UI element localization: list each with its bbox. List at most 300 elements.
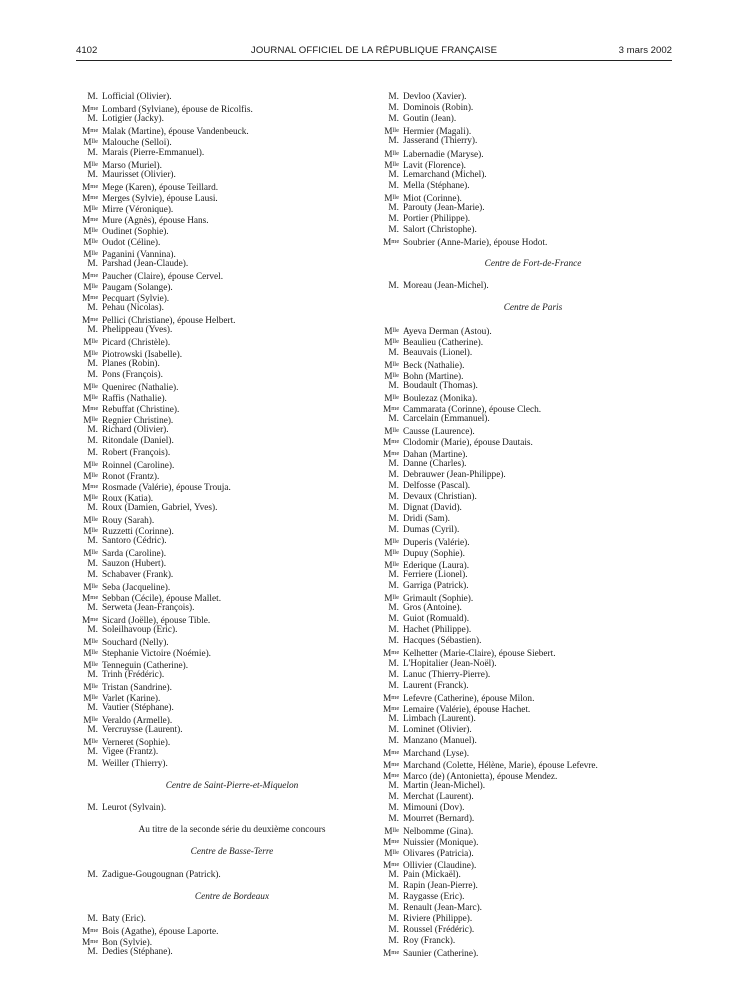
civility-title	[383, 170, 399, 181]
spacer	[82, 903, 382, 914]
civility-prefix: M.	[388, 114, 399, 125]
civility-superscript: me	[391, 438, 400, 446]
civility-superscript: lle	[91, 338, 98, 346]
civility-prefix: M.	[87, 703, 98, 714]
civility-title	[383, 792, 399, 803]
candidate-name: Picard (Christèle).	[102, 338, 171, 349]
right-column	[383, 92, 683, 959]
civility-prefix: M	[82, 193, 91, 204]
list-item	[82, 559, 382, 570]
civility-title	[82, 725, 98, 736]
civility-prefix: M	[82, 938, 91, 949]
candidate-name: Oudinet (Sophie).	[102, 227, 169, 238]
list-item	[383, 936, 683, 947]
candidate-name: Ronot (Frantz).	[102, 471, 160, 482]
spacer	[82, 814, 382, 825]
civility-prefix: M.	[388, 569, 399, 580]
civility-superscript: lle	[392, 427, 399, 435]
civility-title	[383, 947, 399, 960]
spacer	[82, 792, 382, 803]
list-item	[383, 859, 683, 870]
spacer	[82, 836, 382, 847]
list-item	[383, 103, 683, 114]
list-item	[383, 481, 683, 492]
civility-prefix: M.	[87, 803, 98, 813]
list-item	[383, 492, 683, 503]
civility-superscript: me	[391, 405, 400, 413]
centre-heading: Centre de Basse-Terre	[190, 847, 274, 858]
list-item	[383, 836, 683, 847]
civility-title	[82, 759, 98, 770]
list-item	[383, 159, 683, 170]
civility-prefix: M	[383, 405, 392, 416]
candidate-name: Delfosse (Pascal).	[403, 480, 471, 491]
candidate-name: Goutin (Jean).	[403, 114, 457, 125]
list-item	[82, 381, 382, 392]
candidate-name: Phelippeau (Yves).	[102, 325, 173, 336]
centre-heading: Centre de Fort-de-France	[484, 258, 582, 269]
civility-prefix: M	[83, 249, 92, 260]
candidate-name: Merchat (Laurent).	[403, 791, 474, 802]
candidate-name: Danne (Charles).	[403, 458, 467, 469]
list-item	[383, 870, 683, 881]
candidate-name: Paugam (Solange).	[102, 282, 173, 293]
civility-prefix: M	[83, 516, 92, 527]
list-item	[383, 459, 683, 470]
list-item	[82, 225, 382, 236]
list-item	[82, 159, 382, 170]
list-item	[82, 547, 382, 558]
list-item	[82, 370, 382, 381]
civility-superscript: me	[90, 182, 99, 190]
civility-prefix: M	[83, 338, 92, 349]
civility-title	[383, 492, 399, 503]
candidate-name: Beaulieu (Catherine).	[403, 338, 484, 349]
civility-title	[383, 459, 399, 470]
candidate-name: Olivares (Patricia).	[403, 849, 474, 860]
civility-superscript: me	[90, 482, 99, 490]
civility-prefix: M.	[388, 936, 399, 947]
list-item	[82, 403, 382, 414]
list-item	[82, 536, 382, 547]
list-item	[383, 214, 683, 225]
candidate-name: Raygasse (Eric).	[403, 891, 465, 902]
civility-title	[383, 114, 399, 125]
list-item	[383, 381, 683, 392]
list-item	[82, 359, 382, 370]
candidate-name: Schabaver (Frank).	[102, 569, 174, 580]
civility-superscript: lle	[91, 282, 98, 290]
candidate-name: Cammarata (Corinne), épouse Clech.	[403, 405, 542, 416]
civility-prefix: M.	[388, 725, 399, 736]
civility-prefix: M	[83, 471, 92, 482]
candidate-name: Stephanie Victoire (Noémie).	[102, 649, 211, 660]
spacer	[82, 881, 382, 892]
civility-prefix: M.	[388, 480, 399, 491]
candidate-name: Marais (Pierre-Emmanuel).	[102, 147, 205, 158]
candidate-name: Oudot (Céline).	[102, 238, 161, 249]
civility-superscript: lle	[392, 360, 399, 368]
candidate-name: Santoro (Cédric).	[102, 536, 167, 547]
list-item	[383, 914, 683, 925]
list-item	[82, 203, 382, 214]
civility-superscript: lle	[91, 716, 98, 724]
civility-superscript: me	[391, 238, 400, 246]
candidate-name: Marso (Muriel).	[102, 160, 162, 171]
candidate-name: Pellici (Christiane), épouse Helbert.	[102, 316, 236, 327]
centre-heading: Centre de Bordeaux	[194, 891, 270, 902]
civility-superscript: me	[90, 405, 99, 413]
centre-heading: Centre de Paris	[503, 303, 563, 314]
candidate-name: Hermier (Magali).	[403, 127, 472, 138]
candidate-name: Mure (Agnès), épouse Hans.	[102, 216, 209, 227]
civility-superscript: lle	[91, 493, 98, 501]
civility-prefix: M	[83, 649, 92, 660]
civility-title	[383, 625, 399, 636]
civility-title	[383, 414, 399, 425]
list-item	[82, 647, 382, 658]
civility-title	[383, 714, 399, 725]
civility-prefix: M	[384, 327, 393, 338]
candidate-name: Sicard (Joëlle), épouse Tible.	[102, 616, 211, 627]
civility-superscript: lle	[91, 638, 98, 646]
list-item	[383, 525, 683, 536]
list-item	[82, 870, 382, 881]
civility-prefix: M	[83, 138, 92, 149]
candidate-name: Mimouni (Dov).	[403, 803, 465, 813]
candidate-name: Piotrowski (Isabelle).	[102, 349, 183, 360]
candidate-name: Causse (Laurence).	[403, 427, 475, 438]
civility-prefix: M.	[388, 469, 399, 480]
list-item	[82, 736, 382, 747]
civility-title	[383, 636, 399, 647]
civility-prefix: M.	[87, 758, 98, 769]
page-header	[76, 45, 672, 59]
candidate-name: Boulezaz (Monika).	[403, 393, 478, 404]
candidate-name: Marco (de) (Antonietta), épouse Mendez.	[403, 771, 558, 782]
list-item	[82, 281, 382, 292]
civility-prefix: M.	[388, 925, 399, 936]
civility-prefix: M	[83, 660, 92, 671]
civility-superscript: lle	[91, 527, 98, 535]
civility-title	[383, 470, 399, 481]
civility-superscript: me	[391, 749, 400, 757]
candidate-name: Bois (Agathe), épouse Laporte.	[102, 927, 219, 938]
list-item	[82, 692, 382, 703]
civility-title	[383, 892, 399, 903]
civility-prefix: M	[383, 449, 392, 460]
candidate-name: Beauvais (Lionel).	[403, 347, 473, 358]
list-item	[82, 714, 382, 725]
civility-prefix: M	[384, 338, 393, 349]
civility-title	[82, 559, 98, 570]
list-item	[383, 359, 683, 370]
list-item	[383, 336, 683, 347]
civility-prefix: M.	[388, 614, 399, 625]
spacer	[383, 248, 683, 259]
candidate-name: Mege (Karen), épouse Teillard.	[102, 182, 219, 193]
list-item	[383, 692, 683, 703]
list-item	[82, 681, 382, 692]
civility-superscript: lle	[91, 160, 98, 168]
candidate-name: Sebban (Cécile), épouse Mallet.	[102, 593, 222, 604]
list-item	[383, 725, 683, 736]
civility-superscript: lle	[392, 149, 399, 157]
civility-title	[383, 814, 399, 825]
civility-title	[82, 259, 98, 270]
civility-superscript: me	[391, 449, 400, 457]
candidate-name: Roy (Franck).	[403, 936, 456, 947]
civility-prefix: M	[384, 827, 393, 838]
list-item	[82, 936, 382, 947]
list-item	[82, 348, 382, 359]
candidate-name: Rosmade (Valérie), épouse Trouja.	[102, 482, 231, 493]
candidate-name: Renault (Jean-Marc).	[403, 902, 482, 913]
candidate-name: Kelhetter (Marie-Claire), épouse Siebert.	[403, 649, 556, 660]
list-item	[82, 214, 382, 225]
spacer	[383, 270, 683, 281]
civility-title	[383, 881, 399, 892]
civility-title	[383, 103, 399, 114]
civility-prefix: M	[384, 371, 393, 382]
list-item	[82, 459, 382, 470]
candidate-name: Marchand (Lyse).	[403, 749, 470, 760]
candidate-name: Dominois (Robin).	[403, 103, 474, 114]
civility-prefix: M	[82, 271, 91, 282]
candidate-name: Garriga (Patrick).	[403, 580, 469, 591]
civility-prefix: M.	[87, 436, 98, 447]
candidate-name: Lemaire (Valérie), épouse Hachet.	[403, 705, 531, 716]
civility-prefix: M	[83, 382, 92, 393]
candidate-name: Zadigue-Gougougnan (Patrick).	[102, 869, 221, 880]
list-item	[82, 514, 382, 525]
spacer	[82, 770, 382, 781]
list-item	[383, 803, 683, 814]
list-item	[383, 559, 683, 570]
civility-prefix: M	[82, 293, 91, 304]
civility-title	[82, 370, 98, 381]
candidate-name: Rapin (Jean-Pierre).	[403, 880, 478, 891]
civility-prefix: M	[384, 427, 393, 438]
candidate-name: Lombard (Sylviane), épouse de Ricolfis.	[102, 105, 253, 116]
civility-superscript: me	[391, 705, 400, 713]
list-item	[383, 514, 683, 525]
civility-prefix: M.	[87, 447, 98, 458]
list-item	[383, 236, 683, 247]
list-item	[383, 747, 683, 758]
civility-prefix: M	[82, 927, 91, 938]
candidate-name: Soleilhavoup (Eric).	[102, 625, 178, 636]
list-item	[383, 903, 683, 914]
civility-superscript: me	[90, 938, 99, 946]
civility-prefix: M	[82, 405, 91, 416]
list-item	[82, 448, 382, 459]
civility-prefix: M	[83, 227, 92, 238]
candidate-name: Malak (Martine), épouse Vandenbeuck.	[102, 127, 249, 138]
list-item	[383, 892, 683, 903]
civility-prefix: M	[83, 693, 92, 704]
civility-prefix: M	[83, 682, 92, 693]
civility-prefix: M.	[388, 92, 399, 102]
civility-prefix: M.	[388, 880, 399, 891]
list-item	[383, 436, 683, 447]
civility-prefix: M.	[388, 525, 399, 536]
civility-title	[82, 503, 98, 514]
civility-superscript: me	[90, 127, 99, 135]
civility-prefix: M.	[388, 214, 399, 225]
civility-prefix: M	[384, 849, 393, 860]
candidate-name: Devloo (Xavier).	[403, 92, 467, 102]
candidate-name: Nelbomme (Gina).	[403, 827, 474, 838]
candidate-name: Tenneguin (Catherine).	[102, 660, 189, 671]
civility-prefix: M	[82, 127, 91, 138]
civility-title	[82, 625, 98, 636]
candidate-name: Labernadie (Maryse).	[403, 149, 484, 160]
civility-superscript: lle	[91, 693, 98, 701]
list-item	[82, 570, 382, 581]
candidate-name: Baty (Eric).	[102, 914, 146, 925]
list-item	[383, 547, 683, 558]
civility-superscript: me	[391, 860, 400, 868]
civility-prefix: M	[383, 760, 392, 771]
civility-prefix: M	[83, 416, 92, 427]
candidate-name: Moreau (Jean-Michel).	[403, 280, 489, 291]
civility-title	[383, 225, 399, 236]
civility-superscript: lle	[392, 593, 399, 601]
civility-prefix: M.	[388, 714, 399, 725]
candidate-name: Soubrier (Anne-Marie), épouse Hodot.	[403, 238, 548, 249]
list-item	[82, 92, 382, 103]
civility-prefix: M.	[87, 114, 98, 125]
list-item	[82, 581, 382, 592]
civility-prefix: M	[383, 860, 392, 871]
civility-prefix: M.	[388, 203, 399, 214]
list-item	[383, 281, 683, 292]
civility-prefix: M.	[388, 514, 399, 525]
civility-title	[82, 359, 98, 370]
civility-title	[383, 659, 399, 670]
candidate-name: Nuissier (Monique).	[403, 838, 479, 849]
civility-superscript: lle	[91, 660, 98, 668]
civility-superscript: lle	[91, 738, 98, 746]
civility-superscript: lle	[392, 849, 399, 857]
candidate-name: Ruzzetti (Corinne).	[102, 527, 174, 538]
civility-title	[82, 448, 98, 459]
civility-superscript: lle	[91, 227, 98, 235]
civility-superscript: me	[90, 105, 99, 113]
candidate-name: Mourret (Bernard).	[403, 814, 475, 825]
civility-title	[383, 281, 399, 292]
candidate-name: Robert (François).	[102, 447, 171, 458]
list-item	[383, 148, 683, 159]
list-item	[82, 425, 382, 436]
civility-prefix: M	[82, 316, 91, 327]
civility-superscript: lle	[91, 205, 98, 213]
list-item	[82, 659, 382, 670]
civility-superscript: me	[90, 193, 99, 201]
list-item	[82, 592, 382, 603]
list-item	[82, 603, 382, 614]
candidate-name: Leurot (Sylvain).	[102, 803, 167, 813]
list-item	[82, 636, 382, 647]
civility-superscript: lle	[91, 349, 98, 357]
candidate-name: Ollivier (Claudine).	[403, 860, 477, 871]
civility-superscript: me	[90, 616, 99, 624]
civility-title	[383, 736, 399, 747]
civility-prefix: M.	[388, 680, 399, 691]
civility-prefix: M	[383, 705, 392, 716]
list-item	[82, 492, 382, 503]
civility-prefix: M.	[87, 625, 98, 636]
civility-prefix: M.	[87, 725, 98, 736]
candidate-name: Pehau (Nicolas).	[102, 303, 164, 314]
list-item	[82, 703, 382, 714]
list-item	[383, 581, 683, 592]
list-item	[383, 470, 683, 481]
civility-prefix: M.	[388, 669, 399, 680]
list-item	[82, 914, 382, 925]
civility-superscript: lle	[392, 160, 399, 168]
civility-prefix: M	[83, 716, 92, 727]
civility-superscript: lle	[392, 371, 399, 379]
civility-prefix: M.	[87, 669, 98, 680]
civility-prefix: M	[384, 127, 393, 138]
list-item	[82, 303, 382, 314]
list-item	[82, 325, 382, 336]
civility-prefix: M	[383, 238, 392, 249]
civility-prefix: M.	[388, 380, 399, 391]
civility-prefix: M	[83, 205, 92, 216]
civility-title	[383, 925, 399, 936]
civility-prefix: M.	[87, 169, 98, 180]
list-item	[82, 170, 382, 181]
candidate-name: Roussel (Frédéric).	[403, 925, 475, 936]
civility-title	[82, 536, 98, 547]
candidate-name: Mella (Stéphane).	[403, 180, 470, 191]
civility-prefix: M	[83, 460, 92, 471]
candidate-name: Veraldo (Armelle).	[102, 716, 173, 727]
civility-title	[383, 670, 399, 681]
civility-superscript: me	[391, 693, 400, 701]
civility-prefix: M	[383, 693, 392, 704]
candidate-name: Dumas (Cyril).	[403, 525, 460, 536]
list-item	[82, 436, 382, 447]
list-item	[82, 525, 382, 536]
list-item	[383, 792, 683, 803]
candidate-name: Boudault (Thomas).	[403, 380, 478, 391]
civility-prefix: M	[383, 438, 392, 449]
civility-prefix: M.	[388, 658, 399, 669]
civility-superscript: lle	[91, 138, 98, 146]
civility-title	[383, 181, 399, 192]
civility-title	[383, 514, 399, 525]
civility-title	[383, 525, 399, 536]
spacer	[383, 292, 683, 303]
candidate-name: Pain (Mickaël).	[403, 869, 461, 880]
civility-prefix: M.	[388, 780, 399, 791]
civility-superscript: lle	[392, 338, 399, 346]
civility-superscript: lle	[392, 393, 399, 401]
civility-prefix: M.	[388, 814, 399, 825]
list-item	[383, 425, 683, 436]
list-item	[383, 503, 683, 514]
list-item	[383, 759, 683, 770]
list-item	[383, 603, 683, 614]
list-item	[82, 336, 382, 347]
civility-title	[82, 114, 98, 125]
candidate-name: Martin (Jean-Michel).	[403, 780, 486, 791]
civility-title	[383, 803, 399, 814]
